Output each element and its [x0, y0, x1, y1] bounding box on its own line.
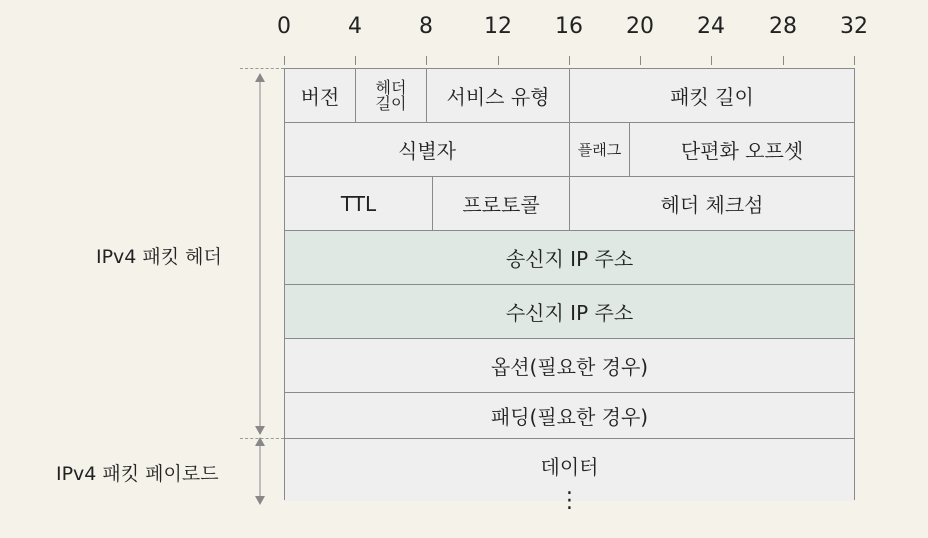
field-flags: 플래그: [569, 122, 630, 177]
header-span-arrow: [255, 73, 265, 435]
field-header-length-line1: 헤더: [375, 77, 407, 97]
header-top-separator: [240, 68, 284, 69]
field-ttl: TTL: [284, 176, 433, 231]
field-service-type: 서비스 유형: [426, 68, 570, 123]
field-protocol: 프로토콜: [432, 176, 570, 231]
bit-tickmark: [854, 56, 855, 65]
field-header-checksum: 헤더 체크섬: [569, 176, 855, 231]
field-header-length-line2: 길이: [375, 93, 407, 113]
bit-tickmark: [569, 56, 570, 65]
field-header-length: [355, 68, 427, 123]
field-data-label: 데이터: [540, 454, 599, 479]
field-identifier: 식별자: [284, 122, 570, 177]
bit-tickmark: [355, 56, 356, 65]
bit-tickmark: [783, 56, 784, 65]
bit-tick-20: 20: [626, 14, 654, 39]
bit-tick-32: 32: [840, 14, 868, 39]
field-fragment-offset: 단편화 오프셋: [629, 122, 855, 177]
field-source-ip: 송신지 IP 주소: [284, 230, 855, 285]
field-destination-ip: 수신지 IP 주소: [284, 284, 855, 339]
bit-tickmark: [640, 56, 641, 65]
field-options: 옵션(필요한 경우): [284, 338, 855, 393]
bit-tickmark: [711, 56, 712, 65]
bit-tick-12: 12: [484, 14, 512, 39]
bit-tick-8: 8: [419, 14, 433, 39]
header-span-label: IPv4 패킷 헤더: [96, 246, 222, 268]
bit-tick-4: 4: [348, 14, 362, 39]
field-packet-length: 패킷 길이: [569, 68, 855, 123]
bit-tick-0: 0: [277, 14, 291, 39]
bit-tickmark: [284, 56, 285, 65]
span-arrows: [250, 72, 270, 512]
bit-tickmark: [426, 56, 427, 65]
data-continuation-icon: ⋮: [558, 487, 581, 513]
field-padding: 패딩(필요한 경우): [284, 392, 855, 439]
payload-span-label: IPv4 패킷 페이로드: [56, 463, 219, 485]
bit-tickmark: [498, 56, 499, 65]
bit-tick-16: 16: [555, 14, 583, 39]
payload-span-arrow: [255, 437, 265, 505]
bit-tick-24: 24: [697, 14, 725, 39]
bit-tick-28: 28: [769, 14, 797, 39]
field-version: 버전: [284, 68, 356, 123]
